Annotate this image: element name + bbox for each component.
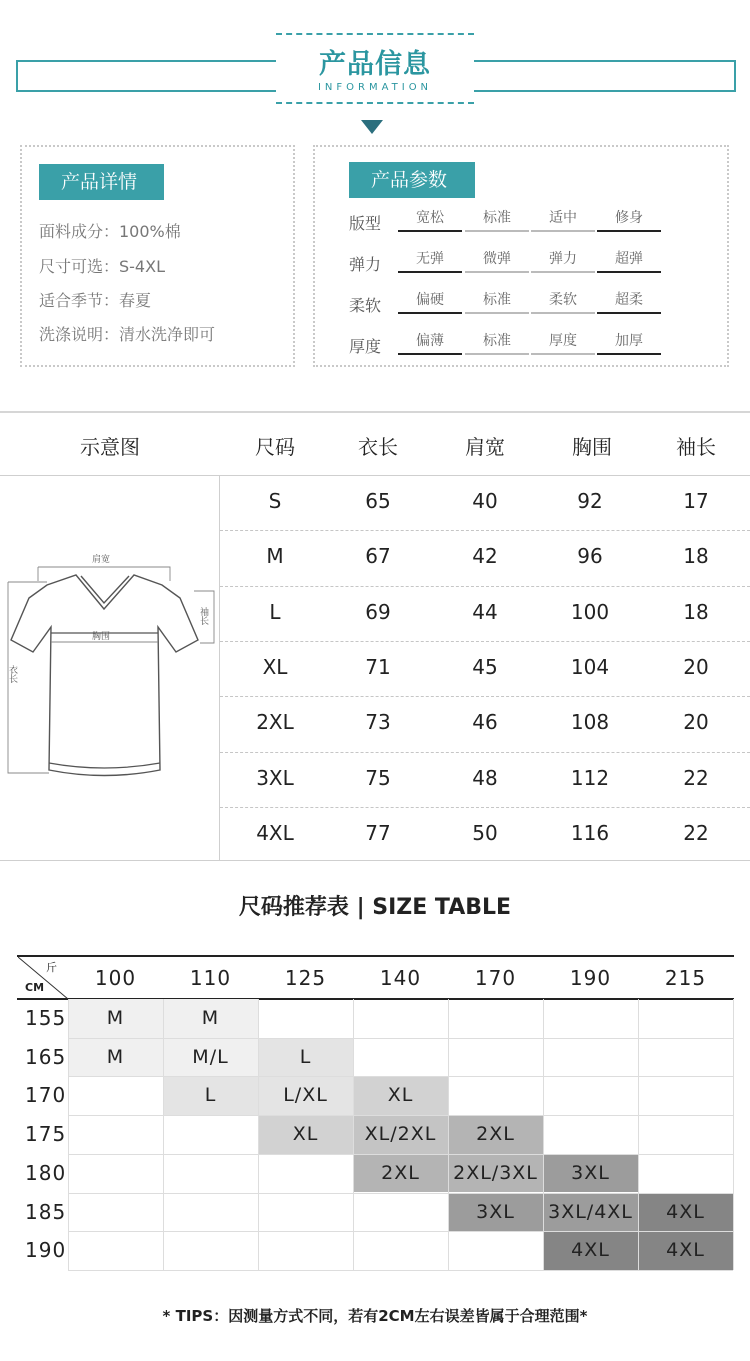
- grid-col-line: [258, 999, 259, 1270]
- empty-cell: [638, 1154, 733, 1193]
- empty-cell: [448, 1076, 543, 1115]
- size-cell: 2XL: [448, 1115, 543, 1154]
- size-cell: M: [68, 1038, 163, 1077]
- table-top-rule: [17, 955, 734, 957]
- header-shoulder: 肩宽: [465, 435, 505, 459]
- empty-cell: [163, 1154, 258, 1193]
- chart-header-rule: [0, 475, 750, 476]
- corner-weight-unit: 斤: [46, 961, 57, 974]
- cell-size: L: [269, 599, 281, 624]
- cell-shoulder: 44: [472, 599, 498, 624]
- cell-sleeve: 18: [683, 544, 709, 569]
- grid-row-line: [68, 1154, 733, 1155]
- weight-header: 170: [474, 966, 517, 990]
- height-header: 180: [25, 1160, 67, 1185]
- cell-shoulder: 42: [472, 544, 498, 569]
- param-option: 偏薄: [398, 331, 462, 355]
- param-label: 柔软: [349, 296, 382, 315]
- row-divider: [220, 807, 750, 808]
- empty-cell: [543, 1038, 638, 1077]
- cell-size: M: [266, 544, 284, 569]
- height-header: 155: [25, 1006, 67, 1030]
- tshirt-diagram: [0, 545, 220, 785]
- param-option: 宽松: [398, 208, 462, 232]
- param-option: 超柔: [597, 290, 661, 314]
- label-length: 衣长: [7, 665, 17, 683]
- cell-chest: 92: [577, 489, 603, 513]
- header-dash-top: [276, 33, 474, 35]
- grid-row-line: [68, 1038, 733, 1039]
- header-length: 衣长: [358, 435, 398, 459]
- param-option: 适中: [531, 208, 595, 232]
- label-sleeve: 袖长: [198, 607, 208, 625]
- empty-cell: [68, 1193, 163, 1232]
- param-label: 弹力: [349, 255, 382, 274]
- size-cell: XL/2XL: [353, 1115, 448, 1154]
- params-tag: 产品参数: [349, 162, 475, 198]
- param-option: 超弹: [597, 249, 661, 273]
- param-option: 标准: [465, 290, 529, 314]
- cell-sleeve: 22: [683, 765, 709, 790]
- cell-size: XL: [262, 654, 288, 679]
- size-cell: 4XL: [543, 1231, 638, 1270]
- grid-col-line: [448, 999, 449, 1270]
- empty-cell: [543, 1076, 638, 1115]
- cell-length: 67: [365, 544, 391, 569]
- empty-cell: [68, 1115, 163, 1154]
- details-tag: 产品详情: [39, 164, 164, 200]
- weight-header: 190: [569, 966, 612, 990]
- size-cell: L/XL: [258, 1076, 353, 1115]
- size-cell: 4XL: [638, 1193, 733, 1232]
- cell-shoulder: 50: [472, 820, 498, 845]
- header-sleeve: 袖长: [676, 435, 716, 459]
- empty-cell: [68, 1076, 163, 1115]
- tshirt-outline-icon: [11, 575, 198, 776]
- detail-fabric: 面料成分：100%棉: [39, 222, 181, 241]
- down-arrow-icon: [361, 120, 383, 134]
- label-shoulder: 肩宽: [92, 555, 111, 565]
- chart-top-rule: [0, 411, 750, 413]
- cell-sleeve: 22: [683, 820, 709, 845]
- row-divider: [220, 530, 750, 531]
- grid-col-line: [543, 999, 544, 1270]
- row-divider: [220, 641, 750, 642]
- header-dash-bottom: [276, 102, 474, 104]
- cell-sleeve: 17: [683, 489, 709, 513]
- weight-header: 125: [284, 966, 327, 990]
- cell-length: 71: [365, 654, 391, 679]
- empty-cell: [353, 1231, 448, 1270]
- empty-cell: [163, 1115, 258, 1154]
- header-chest: 胸围: [572, 435, 612, 459]
- param-option: 厚度: [531, 331, 595, 355]
- height-header: 185: [25, 1199, 67, 1224]
- cell-chest: 116: [570, 820, 610, 845]
- size-cell: 2XL: [353, 1154, 448, 1193]
- empty-cell: [353, 1193, 448, 1232]
- empty-cell: [638, 1038, 733, 1077]
- height-header: 175: [25, 1122, 67, 1147]
- empty-cell: [258, 1231, 353, 1270]
- empty-cell: [258, 1193, 353, 1232]
- param-label: 版型: [349, 214, 382, 233]
- param-option: 柔软: [531, 290, 595, 314]
- height-header: 190: [25, 1238, 67, 1263]
- row-divider: [220, 696, 750, 697]
- grid-col-line: [353, 999, 354, 1270]
- label-chest: 胸围: [92, 632, 111, 642]
- detail-size-range: 尺寸可选：S-4XL: [39, 257, 165, 276]
- cell-shoulder: 40: [472, 489, 498, 513]
- grid-row-line: [68, 1270, 733, 1271]
- grid-row-line: [68, 1193, 733, 1194]
- grid-col-line: [68, 999, 69, 1270]
- cell-chest: 96: [577, 544, 603, 569]
- cell-sleeve: 20: [683, 654, 709, 679]
- tips-note: * TIPS：因测量方式不同，若有2CM左右误差皆属于合理范围*: [162, 1307, 588, 1325]
- cell-chest: 104: [570, 654, 610, 679]
- size-cell: 3XL: [448, 1193, 543, 1232]
- empty-cell: [448, 999, 543, 1038]
- size-cell: 4XL: [638, 1231, 733, 1270]
- param-label: 厚度: [349, 337, 382, 356]
- cell-shoulder: 46: [472, 710, 498, 735]
- cell-chest: 100: [570, 599, 610, 624]
- measure-guides: [8, 567, 214, 773]
- row-divider: [220, 586, 750, 587]
- param-option: 偏硬: [398, 290, 462, 314]
- empty-cell: [68, 1231, 163, 1270]
- size-table-title: 尺码推荐表 | SIZE TABLE: [238, 895, 512, 920]
- size-cell: M/L: [163, 1038, 258, 1077]
- grid-row-line: [68, 1115, 733, 1116]
- cell-size: S: [268, 489, 282, 513]
- param-option: 标准: [465, 208, 529, 232]
- size-cell: M: [163, 999, 258, 1038]
- cell-length: 73: [365, 710, 391, 735]
- size-cell: 3XL: [543, 1154, 638, 1193]
- empty-cell: [638, 1115, 733, 1154]
- row-divider: [220, 752, 750, 753]
- size-cell: M: [68, 999, 163, 1038]
- empty-cell: [543, 1115, 638, 1154]
- grid-col-line: [638, 999, 639, 1270]
- param-option: 加厚: [597, 331, 661, 355]
- header-diagram: 示意图: [80, 435, 140, 459]
- cell-length: 75: [365, 765, 391, 790]
- empty-cell: [638, 999, 733, 1038]
- cell-size: 4XL: [256, 820, 294, 845]
- weight-header: 140: [379, 966, 422, 990]
- grid-col-line: [733, 999, 734, 1270]
- cell-chest: 108: [570, 710, 610, 735]
- cell-shoulder: 48: [472, 765, 498, 790]
- section-title: 产品信息: [319, 49, 431, 80]
- height-header: 165: [25, 1044, 67, 1069]
- cell-sleeve: 18: [683, 599, 709, 624]
- empty-cell: [68, 1154, 163, 1193]
- empty-cell: [353, 1038, 448, 1077]
- cell-length: 77: [365, 820, 391, 845]
- section-subtitle: INFORMATION: [317, 82, 433, 93]
- detail-washing: 洗涤说明：清水洗净即可: [39, 325, 216, 344]
- empty-cell: [258, 999, 353, 1038]
- weight-header: 215: [664, 966, 707, 990]
- empty-cell: [448, 1231, 543, 1270]
- empty-cell: [163, 1231, 258, 1270]
- size-cell: 2XL/3XL: [448, 1154, 543, 1193]
- empty-cell: [163, 1193, 258, 1232]
- empty-cell: [638, 1076, 733, 1115]
- param-option: 标准: [465, 331, 529, 355]
- empty-cell: [258, 1154, 353, 1193]
- size-cell: XL: [258, 1115, 353, 1154]
- param-option: 修身: [597, 208, 661, 232]
- weight-header: 100: [94, 966, 137, 990]
- height-header: 170: [25, 1083, 67, 1108]
- empty-cell: [543, 999, 638, 1038]
- grid-row-line: [68, 1076, 733, 1077]
- cell-length: 65: [365, 489, 391, 513]
- corner-height-unit: CM: [25, 981, 45, 994]
- cell-size: 2XL: [256, 710, 294, 735]
- header-size: 尺码: [255, 435, 295, 459]
- size-cell: L: [258, 1038, 353, 1077]
- cell-sleeve: 20: [683, 710, 709, 735]
- detail-season: 适合季节：春夏: [39, 291, 152, 310]
- empty-cell: [448, 1038, 543, 1077]
- cell-chest: 112: [570, 765, 610, 790]
- param-option: 弹力: [531, 249, 595, 273]
- param-option: 无弹: [398, 249, 462, 273]
- chart-bottom-rule: [0, 860, 750, 861]
- size-cell: L: [163, 1076, 258, 1115]
- cell-length: 69: [365, 599, 391, 624]
- grid-row-line: [68, 1231, 733, 1232]
- size-cell: 3XL/4XL: [543, 1193, 638, 1232]
- size-cell: XL: [353, 1076, 448, 1115]
- weight-header: 110: [189, 966, 232, 990]
- cell-shoulder: 45: [472, 654, 498, 679]
- cell-size: 3XL: [256, 765, 294, 790]
- grid-col-line: [163, 999, 164, 1270]
- empty-cell: [353, 999, 448, 1038]
- param-option: 微弹: [465, 249, 529, 273]
